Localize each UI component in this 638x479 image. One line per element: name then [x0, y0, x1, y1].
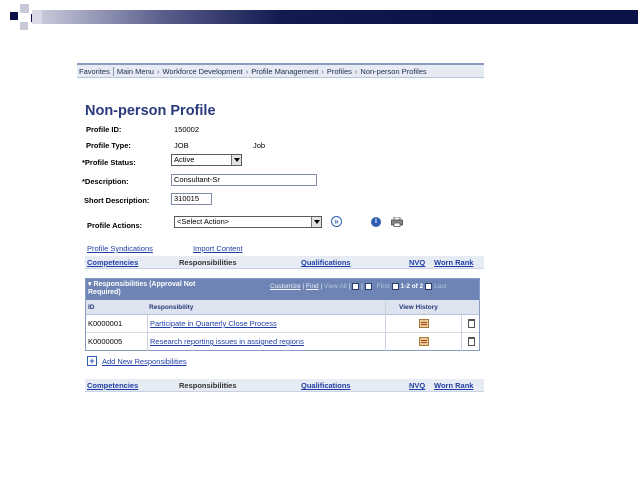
go-button[interactable]: »: [331, 216, 342, 227]
column-divider: [461, 315, 462, 351]
decor-square: [10, 12, 18, 20]
grid-header: [86, 279, 479, 300]
decor-square: [20, 22, 28, 30]
nav-separator: |: [346, 283, 351, 290]
tab-bar-top: [85, 256, 484, 269]
breadcrumb-main-menu[interactable]: Main Menu: [116, 66, 154, 76]
download-grid-icon[interactable]: [365, 283, 372, 290]
profile-status-label: *Profile Status:: [82, 158, 136, 167]
table-row: [86, 333, 479, 351]
customize-link[interactable]: Customize: [270, 283, 301, 290]
nav-separator: |: [318, 283, 324, 290]
info-icon[interactable]: i: [371, 217, 381, 227]
column-divider: [385, 300, 386, 351]
dropdown-arrow-icon: [311, 217, 321, 227]
profile-id-label: Profile ID:: [86, 125, 122, 134]
find-link[interactable]: Find: [306, 283, 319, 290]
profile-type-value: JOB: [174, 141, 189, 150]
add-icon[interactable]: +: [87, 356, 97, 366]
slide-header-decoration: [0, 0, 638, 40]
tab-bar-bottom: [85, 379, 484, 392]
grid-title-line2: Required): [88, 289, 121, 296]
profile-type-label: Profile Type:: [86, 141, 131, 150]
delete-row-icon[interactable]: [468, 337, 475, 346]
decor-square: [20, 4, 29, 13]
first-link[interactable]: First: [376, 283, 390, 290]
row-range: 1-2 of 2: [400, 283, 424, 290]
tab-nvq[interactable]: NVQ: [409, 258, 426, 267]
previous-icon[interactable]: [392, 283, 399, 290]
grid-title: [88, 280, 195, 288]
tab-competencies[interactable]: Competencies: [87, 258, 139, 267]
tab-responsibilities: Responsibilities: [179, 381, 237, 390]
grid-column-header: [86, 300, 479, 315]
short-description-input[interactable]: 310015: [171, 193, 212, 205]
nav-separator: |: [361, 283, 363, 290]
profile-actions-select[interactable]: [174, 216, 322, 228]
profile-actions-value: <Select Action>: [177, 217, 230, 226]
nav-separator: |: [300, 283, 307, 290]
responsibility-link[interactable]: Research reporting issues in assigned regions: [150, 337, 304, 346]
breadcrumb-profile-management[interactable]: Profile Management: [251, 66, 319, 76]
profile-status-select[interactable]: [171, 154, 242, 166]
delete-row-icon[interactable]: [468, 319, 475, 328]
page-title: Non-person Profile: [85, 103, 216, 119]
collapse-icon[interactable]: ▾: [88, 281, 94, 288]
chevron-right-icon: ›: [156, 66, 160, 76]
chevron-right-icon: ›: [354, 66, 358, 76]
breadcrumb-divider: [113, 67, 114, 76]
responsibility-link[interactable]: Participate in Quarterly Close Process: [150, 319, 277, 328]
row-id: K0000005: [88, 337, 123, 346]
breadcrumb-non-person-profiles[interactable]: Non-person Profiles: [360, 66, 427, 76]
breadcrumb-profiles[interactable]: Profiles: [326, 66, 352, 76]
column-divider: [147, 315, 148, 351]
breadcrumb-workforce-development[interactable]: Workforce Development: [162, 66, 243, 76]
add-new-responsibilities-link[interactable]: Add New Responsibilities: [102, 357, 187, 366]
breadcrumb: [77, 63, 484, 78]
grid-navigation: [270, 283, 447, 290]
profile-type-description: Job: [253, 141, 266, 150]
view-history-icon[interactable]: [419, 319, 429, 328]
tab-qualifications[interactable]: Qualifications: [301, 381, 351, 390]
profile-id-value: 150002: [174, 125, 200, 134]
row-id: K0000001: [88, 319, 123, 328]
column-id: ID: [88, 304, 95, 311]
tab-worn-rank[interactable]: Worn Rank: [434, 258, 474, 267]
profile-status-value: Active: [174, 155, 195, 164]
decor-bar: [42, 10, 638, 24]
dropdown-arrow-icon: [231, 155, 241, 165]
tab-responsibilities: Responsibilities: [179, 258, 237, 267]
tab-competencies[interactable]: Competencies: [87, 381, 139, 390]
profile-actions-label: Profile Actions:: [87, 221, 143, 230]
last-link[interactable]: Last: [434, 283, 447, 290]
short-description-label: Short Description:: [84, 196, 150, 205]
responsibilities-grid: [85, 278, 480, 351]
print-icon[interactable]: [391, 217, 403, 227]
tab-nvq[interactable]: NVQ: [409, 381, 426, 390]
column-view-history: View History: [399, 304, 438, 311]
import-content-link[interactable]: Import Content: [193, 244, 243, 253]
view-history-icon[interactable]: [419, 337, 429, 346]
zoom-grid-icon[interactable]: [352, 283, 359, 290]
description-input[interactable]: Consultant-Sr: [171, 174, 317, 186]
chevron-right-icon: ›: [321, 66, 324, 76]
chevron-right-icon: ›: [245, 66, 249, 76]
next-icon[interactable]: [425, 283, 432, 290]
view-all-link[interactable]: View All: [324, 283, 347, 290]
breadcrumb-favorites[interactable]: Favorites: [79, 66, 110, 76]
column-responsibility: Responsibility: [149, 304, 194, 311]
grid-title-line1: Responsibilities (Approval Not: [93, 281, 196, 288]
profile-syndications-link[interactable]: Profile Syndications: [87, 244, 153, 253]
table-row: [86, 315, 479, 333]
tab-qualifications[interactable]: Qualifications: [301, 258, 351, 267]
description-label: *Description:: [82, 177, 129, 186]
tab-worn-rank[interactable]: Worn Rank: [434, 381, 474, 390]
